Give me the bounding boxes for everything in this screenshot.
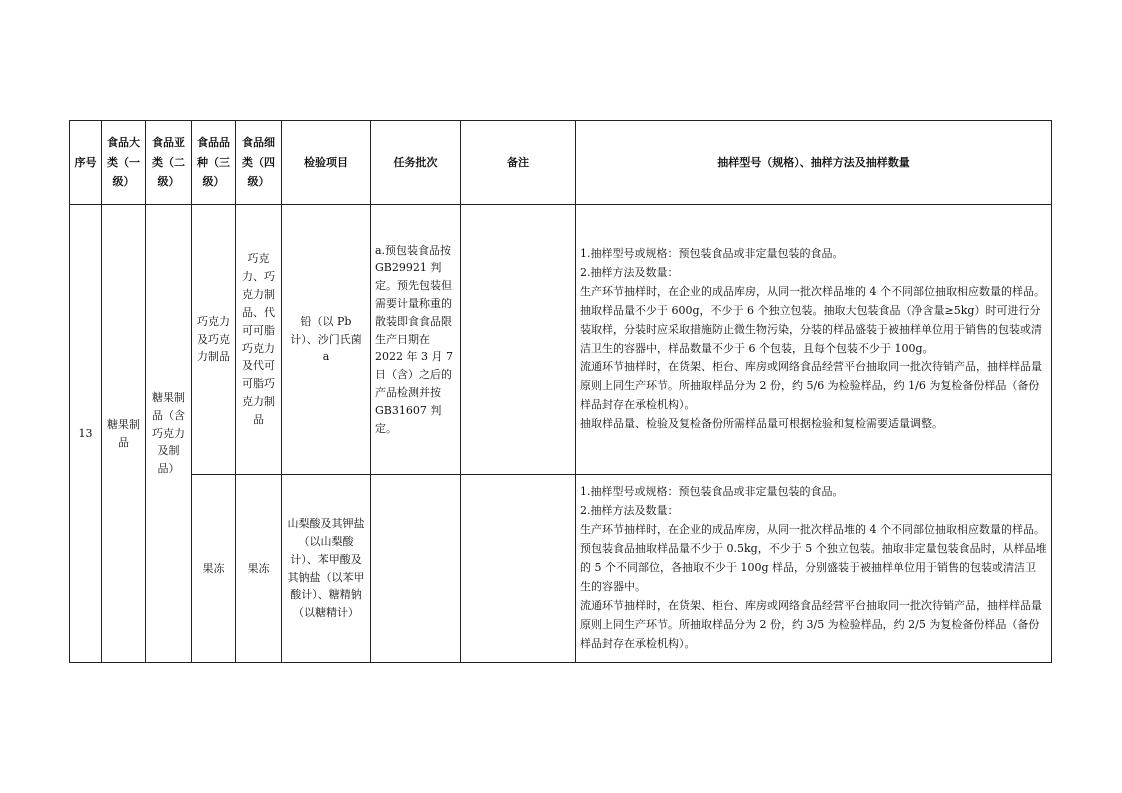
remark-cell: [461, 205, 576, 475]
header-method: 抽样型号（规格）、抽样方法及抽样数量: [576, 121, 1052, 205]
cat3-cell: 果冻: [192, 475, 236, 663]
header-row: [70, 121, 1052, 205]
header-seq: 序号: [70, 121, 102, 205]
header-cat4: 食品细类（四级）: [236, 121, 282, 205]
method-line: 流通环节抽样时，在货架、柜台、库房或网络食品经营平台抽取同一批次待销产品，抽样样品量原则上同生产环节。所抽取样品分为 2 份，约 3/5 为检验样品，约 2/5 为复检备份样品（备份样品封存在承检机构）。: [580, 598, 1042, 650]
seq-cell: 13: [70, 205, 102, 663]
cat2-cell: 糖果制品（含巧克力及制品）: [146, 205, 192, 663]
batch-cell: a.预包装食品按 GB29921 判定。预先包装但需要计量称重的散装即食食品限生产日期在 2022 年 3 月 7 日（含）之后的产品检测并按 GB31607 判定。: [371, 205, 461, 475]
cat4-cell: 果冻: [236, 475, 282, 663]
header-cat2: 食品亚类（二级）: [146, 121, 192, 205]
header-items: 检验项目: [282, 121, 371, 205]
method-line: 生产环节抽样时，在企业的成品库房，从同一批次样品堆的 4 个不同部位抽取相应数量的样品。预包装食品抽取样品量不少于 0.5kg，不少于 5 个独立包装。抽取非定量包装食品时，从样品堆的 5 个不同部位，各抽取不少于 100g 样品，分别盛装于被抽样单位用于销售的包装或清洁卫生的容器中。: [580, 523, 1047, 593]
sampling-table: [69, 120, 1052, 663]
method-line: 抽取样品量、检验及复检备份所需样品量可根据检验和复检需要适量调整。: [580, 417, 943, 431]
method-cell: [576, 475, 1052, 663]
method-line: 生产环节抽样时，在企业的成品库房，从同一批次样品堆的 4 个不同部位抽取相应数量的样品。抽取样品量不少于 600g，不少于 6 个独立包装。抽取大包装食品（净含量≥5kg）时可进行分装取样，分装时应采取措施防止微生物污染，分装的样品盛装于被抽样单位用于销售的包装或清洁卫生的容器中，样品数量不少于 6 个包装，且每个包装不少于 100g。: [580, 284, 1045, 355]
table-row: [70, 475, 1052, 663]
cat1-cell: 糖果制品: [102, 205, 146, 663]
method-line: 1.抽样型号或规格：预包装食品或非定量包装的食品。: [580, 485, 844, 499]
header-batch: 任务批次: [371, 121, 461, 205]
header-remark: 备注: [461, 121, 576, 205]
method-line: 流通环节抽样时，在货架、柜台、库房或网络食品经营平台抽取同一批次待销产品，抽样样品量原则上同生产环节。所抽取样品分为 2 份，约 5/6 为检验样品，约 1/6 为复检备份样品（备份样品封存在承检机构）。: [580, 360, 1042, 412]
table-row: [70, 205, 1052, 475]
cat3-cell: 巧克力及巧克力制品: [192, 205, 236, 475]
remark-cell: [461, 475, 576, 663]
items-cell: 山梨酸及其钾盐（以山梨酸计）、苯甲酸及其钠盐（以苯甲酸计）、糖精钠（以糖精计）: [282, 475, 371, 663]
items-cell: 铅（以 Pb 计）、沙门氏菌 a: [282, 205, 371, 475]
method-line: 2.抽样方法及数量：: [580, 504, 679, 518]
header-cat3: 食品品种（三级）: [192, 121, 236, 205]
method-cell: [576, 205, 1052, 475]
method-line: 2.抽样方法及数量：: [580, 265, 679, 279]
cat4-cell: 巧克力、巧克力制品、代可可脂巧克力及代可可脂巧克力制品: [236, 205, 282, 475]
batch-cell: [371, 475, 461, 663]
method-line: 1.抽样型号或规格：预包装食品或非定量包装的食品。: [580, 246, 844, 260]
header-cat1: 食品大类（一级）: [102, 121, 146, 205]
